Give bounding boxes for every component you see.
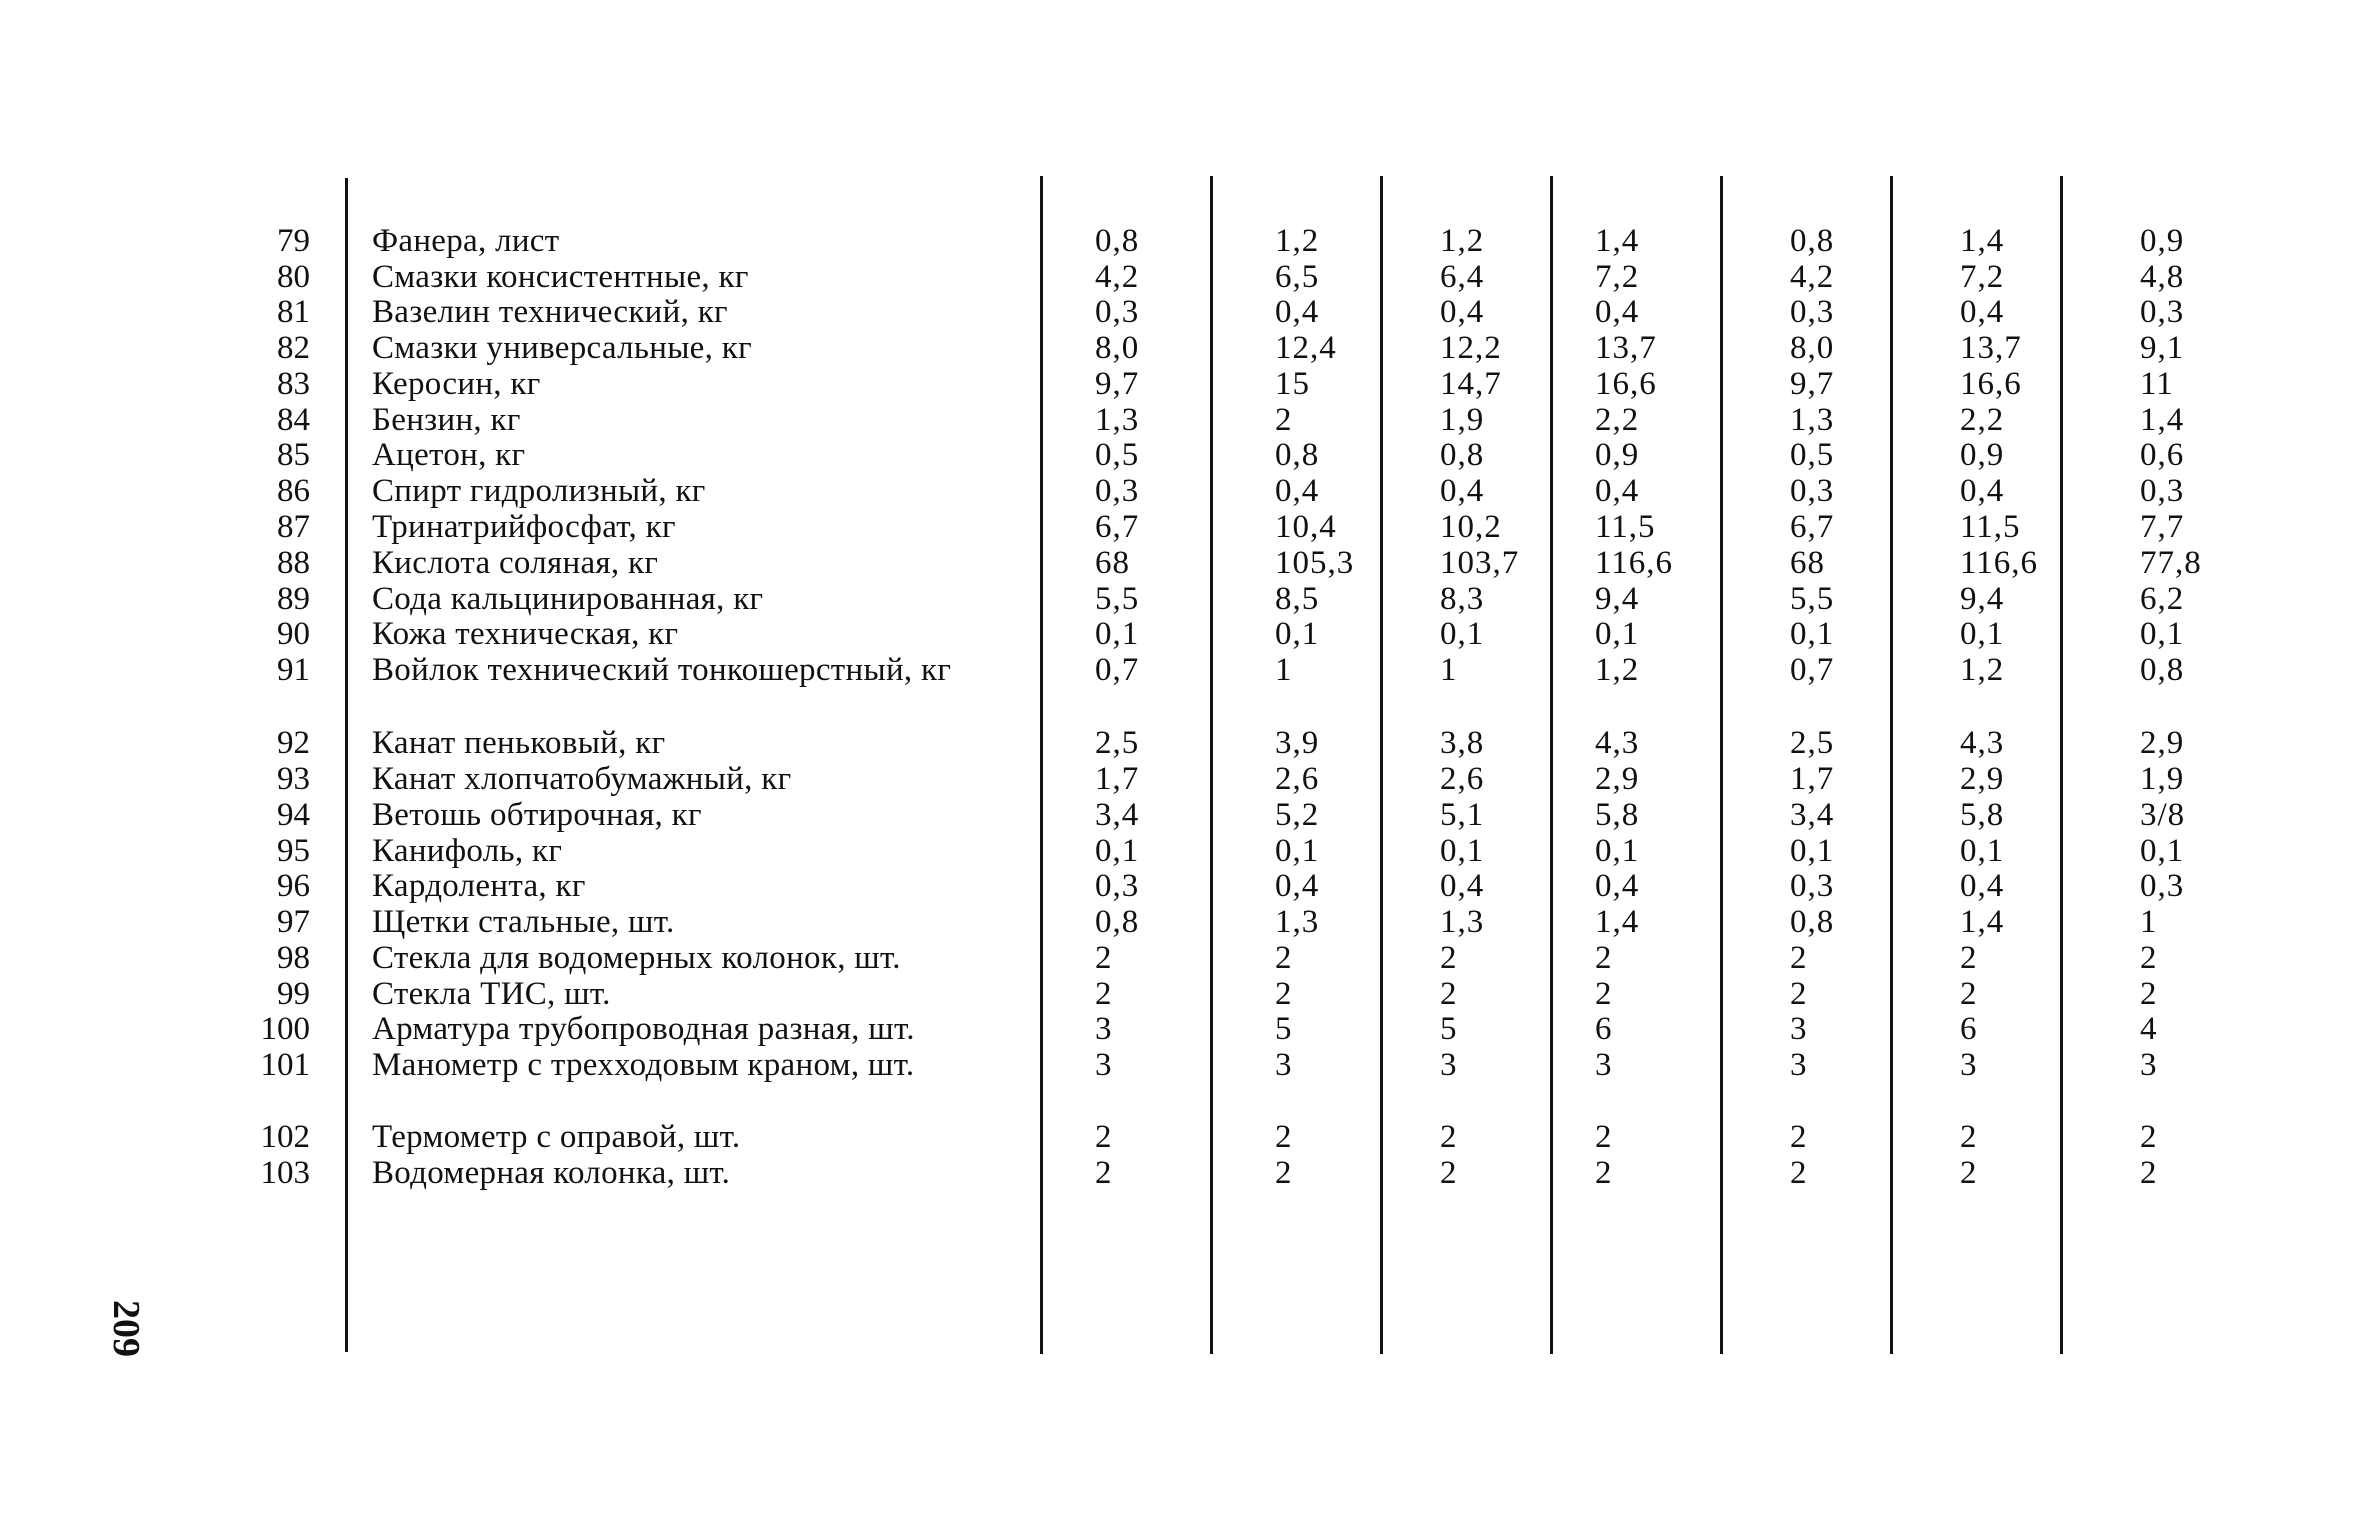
value-cell: 103,7: [1440, 545, 1520, 581]
value-cell: 1,9: [2140, 761, 2185, 797]
material-name: Щетки стальные, шт.: [372, 904, 675, 940]
value-cell: 0,4: [1595, 473, 1640, 509]
value-cell: 2: [1960, 1155, 1978, 1191]
row-number: 88: [277, 545, 310, 581]
value-cell: 0,3: [1095, 868, 1140, 904]
row-number: 89: [277, 581, 310, 617]
value-cell: 11,5: [1595, 509, 1656, 545]
value-cell: 0,1: [1790, 616, 1835, 652]
material-name: Смазки универсальные, кг: [372, 330, 752, 366]
value-cell: 2,9: [1595, 761, 1640, 797]
value-cell: 3: [1790, 1011, 1808, 1047]
value-cell: 0,1: [2140, 616, 2185, 652]
row-number: 96: [277, 868, 310, 904]
value-cell: 2: [1595, 976, 1613, 1012]
value-cell: 8,0: [1790, 330, 1835, 366]
value-cell: 6,5: [1275, 259, 1320, 295]
value-cell: 2,6: [1275, 761, 1320, 797]
value-cell: 0,4: [1960, 868, 2005, 904]
value-cell: 2: [2140, 940, 2158, 976]
value-cell: 2: [1790, 940, 1808, 976]
value-cell: 0,1: [1275, 833, 1320, 869]
value-cell: 3: [1595, 1047, 1613, 1083]
value-cell: 9,7: [1790, 366, 1835, 402]
value-cell: 14,7: [1440, 366, 1502, 402]
value-cell: 15: [1275, 366, 1310, 402]
value-cell: 3,4: [1095, 797, 1140, 833]
value-cell: 12,4: [1275, 330, 1337, 366]
row-number: 95: [277, 833, 310, 869]
value-cell: 8,5: [1275, 581, 1320, 617]
column-rule: [1210, 176, 1213, 1354]
value-cell: 0,8: [1275, 437, 1320, 473]
value-cell: 5,5: [1095, 581, 1140, 617]
value-cell: 2,9: [1960, 761, 2005, 797]
value-cell: 9,1: [2140, 330, 2185, 366]
value-cell: 4,8: [2140, 259, 2185, 295]
material-name: Смазки консистентные, кг: [372, 259, 749, 295]
row-number: 97: [277, 904, 310, 940]
value-cell: 0,4: [1960, 473, 2005, 509]
value-cell: 1,3: [1095, 402, 1140, 438]
value-cell: 1,9: [1440, 402, 1485, 438]
value-cell: 0,8: [1790, 223, 1835, 259]
value-cell: 11,5: [1960, 509, 2021, 545]
value-cell: 0,9: [1595, 437, 1640, 473]
value-cell: 0,1: [1595, 833, 1640, 869]
value-cell: 1,4: [2140, 402, 2185, 438]
value-cell: 2: [1595, 1119, 1613, 1155]
value-cell: 2: [1440, 976, 1458, 1012]
value-cell: 10,4: [1275, 509, 1337, 545]
value-cell: 0,8: [1095, 223, 1140, 259]
value-cell: 0,1: [1440, 616, 1485, 652]
row-number: 93: [277, 761, 310, 797]
value-cell: 2: [1960, 940, 1978, 976]
material-name: Стекла ТИС, шт.: [372, 976, 611, 1012]
value-cell: 0,7: [1790, 652, 1835, 688]
value-cell: 68: [1790, 545, 1825, 581]
value-cell: 2: [1275, 1155, 1293, 1191]
value-cell: 77,8: [2140, 545, 2202, 581]
material-name: Керосин, кг: [372, 366, 541, 402]
value-cell: 3: [1440, 1047, 1458, 1083]
value-cell: 1,2: [1440, 223, 1485, 259]
value-cell: 0,3: [2140, 294, 2185, 330]
value-cell: 13,7: [1595, 330, 1657, 366]
value-cell: 1,3: [1275, 904, 1320, 940]
value-cell: 1,7: [1095, 761, 1140, 797]
value-cell: 2: [1095, 976, 1113, 1012]
value-cell: 2: [1275, 1119, 1293, 1155]
material-name: Арматура трубопроводная разная, шт.: [372, 1011, 915, 1047]
value-cell: 0,4: [1275, 868, 1320, 904]
value-cell: 7,2: [1960, 259, 2005, 295]
material-name: Бензин, кг: [372, 402, 521, 438]
value-cell: 2,9: [2140, 725, 2185, 761]
value-cell: 1,7: [1790, 761, 1835, 797]
value-cell: 2: [1440, 1155, 1458, 1191]
row-number: 101: [260, 1047, 310, 1083]
value-cell: 12,2: [1440, 330, 1502, 366]
material-name: Канифоль, кг: [372, 833, 563, 869]
value-cell: 0,1: [1095, 616, 1140, 652]
row-number: 92: [277, 725, 310, 761]
value-cell: 0,4: [1440, 294, 1485, 330]
value-cell: 2: [1595, 940, 1613, 976]
row-number: 84: [277, 402, 310, 438]
value-cell: 68: [1095, 545, 1130, 581]
value-cell: 0,4: [1440, 868, 1485, 904]
value-cell: 0,8: [1790, 904, 1835, 940]
value-cell: 2: [1440, 940, 1458, 976]
value-cell: 6: [1595, 1011, 1613, 1047]
row-number: 83: [277, 366, 310, 402]
value-cell: 2: [1095, 1155, 1113, 1191]
value-cell: 0,3: [2140, 473, 2185, 509]
value-cell: 2: [1095, 1119, 1113, 1155]
row-number: 81: [277, 294, 310, 330]
value-cell: 2: [1275, 976, 1293, 1012]
value-cell: 9,4: [1595, 581, 1640, 617]
value-cell: 0,1: [1095, 833, 1140, 869]
value-cell: 4,2: [1790, 259, 1835, 295]
column-rule: [1040, 176, 1043, 1354]
value-cell: 0,1: [1960, 616, 2005, 652]
column-rule: [2060, 176, 2063, 1354]
page-number: 209: [105, 1300, 147, 1357]
material-name: Термометр с оправой, шт.: [372, 1119, 741, 1155]
value-cell: 11: [2140, 366, 2174, 402]
value-cell: 4,3: [1960, 725, 2005, 761]
column-rule: [1550, 176, 1553, 1354]
material-name: Водомерная колонка, шт.: [372, 1155, 731, 1191]
value-cell: 0,5: [1790, 437, 1835, 473]
value-cell: 116,6: [1960, 545, 2039, 581]
value-cell: 0,8: [1440, 437, 1485, 473]
value-cell: 4: [2140, 1011, 2158, 1047]
value-cell: 3: [1960, 1047, 1978, 1083]
row-number: 85: [277, 437, 310, 473]
value-cell: 2: [1960, 976, 1978, 1012]
material-name: Канат хлопчатобумажный, кг: [372, 761, 792, 797]
material-name: Канат пеньковый, кг: [372, 725, 666, 761]
value-cell: 5: [1440, 1011, 1458, 1047]
value-cell: 0,5: [1095, 437, 1140, 473]
value-cell: 1,2: [1960, 652, 2005, 688]
value-cell: 3/8: [2140, 797, 2186, 833]
value-cell: 0,3: [2140, 868, 2185, 904]
material-name: Кардолента, кг: [372, 868, 586, 904]
value-cell: 0,4: [1595, 868, 1640, 904]
value-cell: 0,3: [1790, 868, 1835, 904]
value-cell: 6,7: [1790, 509, 1835, 545]
value-cell: 2: [1275, 402, 1293, 438]
value-cell: 2: [2140, 1119, 2158, 1155]
value-cell: 1,4: [1960, 904, 2005, 940]
value-cell: 13,7: [1960, 330, 2022, 366]
value-cell: 105,3: [1275, 545, 1355, 581]
value-cell: 1,4: [1595, 223, 1640, 259]
value-cell: 1: [2140, 904, 2158, 940]
row-number: 79: [277, 223, 310, 259]
row-number: 91: [277, 652, 310, 688]
value-cell: 0,3: [1790, 473, 1835, 509]
row-number: 80: [277, 259, 310, 295]
value-cell: 2: [1790, 1119, 1808, 1155]
material-name: Спирт гидролизный, кг: [372, 473, 706, 509]
value-cell: 0,8: [2140, 652, 2185, 688]
value-cell: 10,2: [1440, 509, 1502, 545]
value-cell: 0,3: [1095, 473, 1140, 509]
value-cell: 5: [1275, 1011, 1293, 1047]
value-cell: 1: [1275, 652, 1293, 688]
value-cell: 1,2: [1275, 223, 1320, 259]
value-cell: 9,4: [1960, 581, 2005, 617]
value-cell: 2: [2140, 1155, 2158, 1191]
value-cell: 2: [1440, 1119, 1458, 1155]
value-cell: 6,4: [1440, 259, 1485, 295]
row-number: 82: [277, 330, 310, 366]
value-cell: 5,8: [1960, 797, 2005, 833]
value-cell: 2: [1790, 976, 1808, 1012]
row-number: 98: [277, 940, 310, 976]
value-cell: 0,4: [1960, 294, 2005, 330]
material-name: Ацетон, кг: [372, 437, 526, 473]
value-cell: 1,4: [1960, 223, 2005, 259]
value-cell: 3,8: [1440, 725, 1485, 761]
value-cell: 0,1: [1790, 833, 1835, 869]
value-cell: 5,2: [1275, 797, 1320, 833]
value-cell: 3: [1790, 1047, 1808, 1083]
row-number: 87: [277, 509, 310, 545]
value-cell: 3: [1275, 1047, 1293, 1083]
value-cell: 7,7: [2140, 509, 2185, 545]
column-rule: [1380, 176, 1383, 1354]
value-cell: 6: [1960, 1011, 1978, 1047]
value-cell: 0,1: [1440, 833, 1485, 869]
value-cell: 3: [1095, 1011, 1113, 1047]
value-cell: 2: [1595, 1155, 1613, 1191]
value-cell: 2: [1275, 940, 1293, 976]
value-cell: 1,4: [1595, 904, 1640, 940]
value-cell: 0,6: [2140, 437, 2185, 473]
value-cell: 2,2: [1960, 402, 2005, 438]
material-name: Манометр с трехходовым краном, шт.: [372, 1047, 915, 1083]
value-cell: 0,3: [1095, 294, 1140, 330]
material-name: Войлок технический тонкошерстный, кг: [372, 652, 952, 688]
material-name: Стекла для водомерных колонок, шт.: [372, 940, 901, 976]
value-cell: 5,8: [1595, 797, 1640, 833]
column-rule: [345, 178, 348, 1352]
value-cell: 4,2: [1095, 259, 1140, 295]
value-cell: 2,5: [1790, 725, 1835, 761]
row-number: 100: [260, 1011, 310, 1047]
material-name: Фанера, лист: [372, 223, 560, 259]
value-cell: 3,4: [1790, 797, 1835, 833]
material-name: Вазелин технический, кг: [372, 294, 728, 330]
value-cell: 1,2: [1595, 652, 1640, 688]
value-cell: 2: [1790, 1155, 1808, 1191]
value-cell: 16,6: [1960, 366, 2022, 402]
column-rule: [1720, 176, 1723, 1354]
value-cell: 5,1: [1440, 797, 1485, 833]
material-name: Тринатрийфосфат, кг: [372, 509, 676, 545]
row-number: 86: [277, 473, 310, 509]
value-cell: 0,9: [1960, 437, 2005, 473]
value-cell: 6,7: [1095, 509, 1140, 545]
value-cell: 0,1: [1275, 616, 1320, 652]
row-number: 99: [277, 976, 310, 1012]
value-cell: 8,3: [1440, 581, 1485, 617]
material-name: Кислота соляная, кг: [372, 545, 659, 581]
value-cell: 5,5: [1790, 581, 1835, 617]
value-cell: 0,3: [1790, 294, 1835, 330]
value-cell: 2: [2140, 976, 2158, 1012]
material-name: Ветошь обтирочная, кг: [372, 797, 702, 833]
row-number: 102: [260, 1119, 310, 1155]
row-number: 94: [277, 797, 310, 833]
value-cell: 1,3: [1790, 402, 1835, 438]
value-cell: 0,4: [1440, 473, 1485, 509]
value-cell: 3: [2140, 1047, 2158, 1083]
value-cell: 4,3: [1595, 725, 1640, 761]
column-rule: [1890, 176, 1893, 1354]
value-cell: 116,6: [1595, 545, 1674, 581]
value-cell: 0,4: [1275, 294, 1320, 330]
value-cell: 9,7: [1095, 366, 1140, 402]
value-cell: 0,8: [1095, 904, 1140, 940]
value-cell: 2,5: [1095, 725, 1140, 761]
value-cell: 3: [1095, 1047, 1113, 1083]
value-cell: 2,2: [1595, 402, 1640, 438]
value-cell: 2,6: [1440, 761, 1485, 797]
value-cell: 3,9: [1275, 725, 1320, 761]
value-cell: 7,2: [1595, 259, 1640, 295]
value-cell: 2: [1960, 1119, 1978, 1155]
value-cell: 1: [1440, 652, 1458, 688]
value-cell: 0,4: [1595, 294, 1640, 330]
value-cell: 0,1: [1960, 833, 2005, 869]
material-name: Сода кальцинированная, кг: [372, 581, 764, 617]
value-cell: 16,6: [1595, 366, 1657, 402]
value-cell: 0,1: [1595, 616, 1640, 652]
value-cell: 6,2: [2140, 581, 2185, 617]
row-number: 90: [277, 616, 310, 652]
value-cell: 2: [1095, 940, 1113, 976]
value-cell: 0,1: [2140, 833, 2185, 869]
value-cell: 1,3: [1440, 904, 1485, 940]
row-number: 103: [260, 1155, 310, 1191]
material-name: Кожа техническая, кг: [372, 616, 679, 652]
value-cell: 0,4: [1275, 473, 1320, 509]
value-cell: 8,0: [1095, 330, 1140, 366]
value-cell: 0,9: [2140, 223, 2185, 259]
value-cell: 0,7: [1095, 652, 1140, 688]
